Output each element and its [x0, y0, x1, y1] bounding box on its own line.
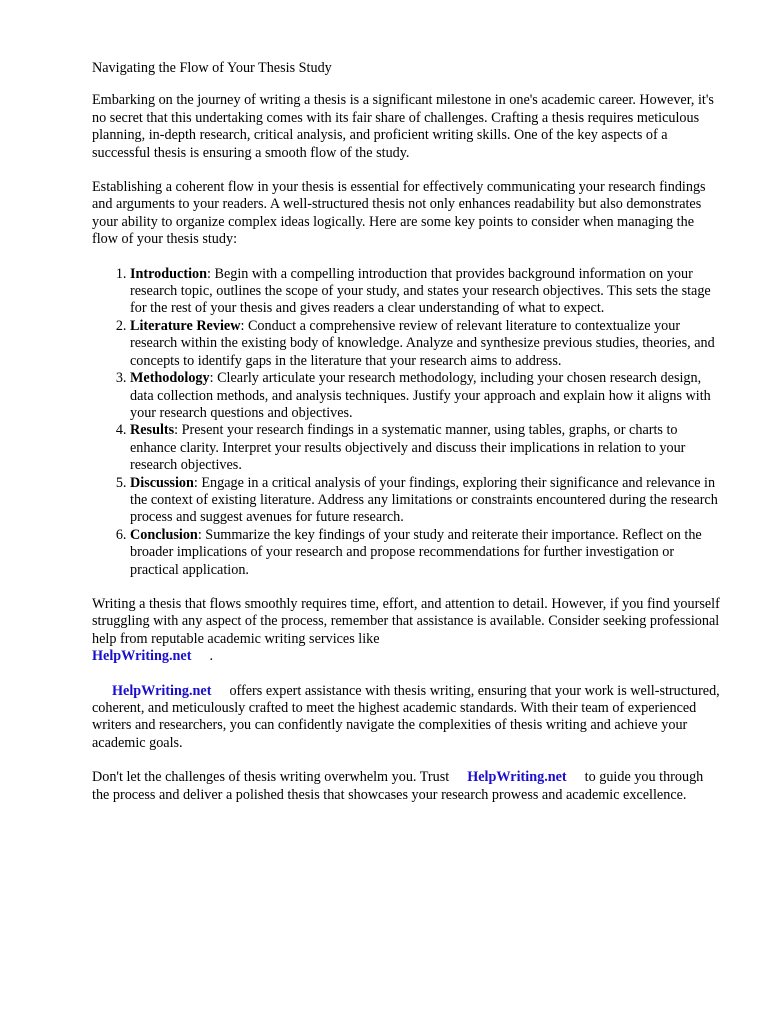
document-title: Navigating the Flow of Your Thesis Study	[92, 60, 332, 76]
list-item	[130, 370, 720, 422]
list-item	[130, 527, 720, 579]
list-item-text: : Conduct a comprehensive review of relevant literature to contextualize your research within the existing body of knowledge. Analyze and synthesize previous studies, theories, and concepts to identify gaps in the literature that your research aims to address.	[130, 317, 715, 369]
list-item	[130, 422, 720, 474]
list-item-term: Literature Review	[130, 317, 241, 334]
list-item-term: Methodology	[130, 370, 210, 387]
paragraph-5-end: to guide you through the process and deliver a polished thesis that showcases your research prowess and academic excellence.	[92, 769, 704, 803]
list-item-term: Discussion	[130, 474, 194, 491]
key-points-list	[92, 266, 720, 579]
paragraph-4-text: offers expert assistance with thesis writing, ensuring that your work is well-structured, coherent, and meticulously crafted to meet the highest academic standards. With their team of experienced writers and researchers, you can confidently navigate the complexities of thesis writing and achieve your academic goals.	[92, 682, 720, 751]
paragraph-3	[92, 596, 720, 666]
paragraph-5	[92, 769, 720, 804]
intro-paragraph-2: Establishing a coherent flow in your thesis is essential for effectively communicating your research findings and arguments to your readers. A well-structured thesis not only enhances readability but also demonstrates your ability to organize complex ideas logically. Here are some key points to consider when managing the flow of your thesis study:	[92, 179, 706, 248]
list-item-text: : Begin with a compelling introduction that provides background information on your research topic, outlines the scope of your study, and states your research objectives. This sets the stage for the rest of your thesis and gives readers a clear understanding of what to expect.	[130, 265, 711, 317]
list-item-term: Results	[130, 422, 175, 439]
list-item-text: : Summarize the key findings of your study and reiterate their importance. Reflect on the broader implications of your research and propose recommendations for further investigation or practical application.	[130, 526, 702, 578]
list-item-text: : Present your research findings in a systematic manner, using tables, graphs, or charts to enhance clarity. Interpret your results objectively and discuss their implications in relation to your research objectives.	[130, 422, 686, 474]
list-item-text: : Clearly articulate your research methodology, including your chosen research design, data collection methods, and analysis techniques. Justify your approach and explain how it aligns with your research questions and objectives.	[130, 370, 711, 421]
intro-paragraph-1: Embarking on the journey of writing a thesis is a significant milestone in one's academic career. However, it's no secret that this undertaking comes with its fair share of challenges. Crafting a thesis requires meticulous planning, in-depth research, critical analysis, and proficient writing skills. One of the key aspects of a successful thesis is ensuring a smooth flow of the study.	[92, 92, 714, 161]
helpwriting-link[interactable]: HelpWriting.net	[467, 769, 567, 786]
paragraph-4	[92, 683, 720, 753]
helpwriting-link[interactable]: HelpWriting.net	[92, 648, 192, 665]
list-item	[130, 266, 720, 318]
paragraph-3-end: .	[209, 648, 213, 665]
paragraph-3-text: Writing a thesis that flows smoothly requires time, effort, and attention to detail. However, if you find yourself struggling with any aspect of the process, remember that assistance is available. Consider seeking professional help from reputable academic writing services like	[92, 595, 720, 647]
paragraph-5-start: Don't let the challenges of thesis writing overwhelm you. Trust	[92, 769, 450, 786]
list-item-text: : Engage in a critical analysis of your findings, exploring their significance and relevance in the context of existing literature. Address any limitations or constraints encountered during the research process and suggest avenues for future research.	[130, 474, 718, 526]
helpwriting-link[interactable]: HelpWriting.net	[112, 682, 212, 699]
list-item	[130, 318, 720, 370]
list-item-term: Introduction	[130, 265, 207, 282]
list-item	[130, 475, 720, 527]
list-item-term: Conclusion	[130, 526, 198, 543]
